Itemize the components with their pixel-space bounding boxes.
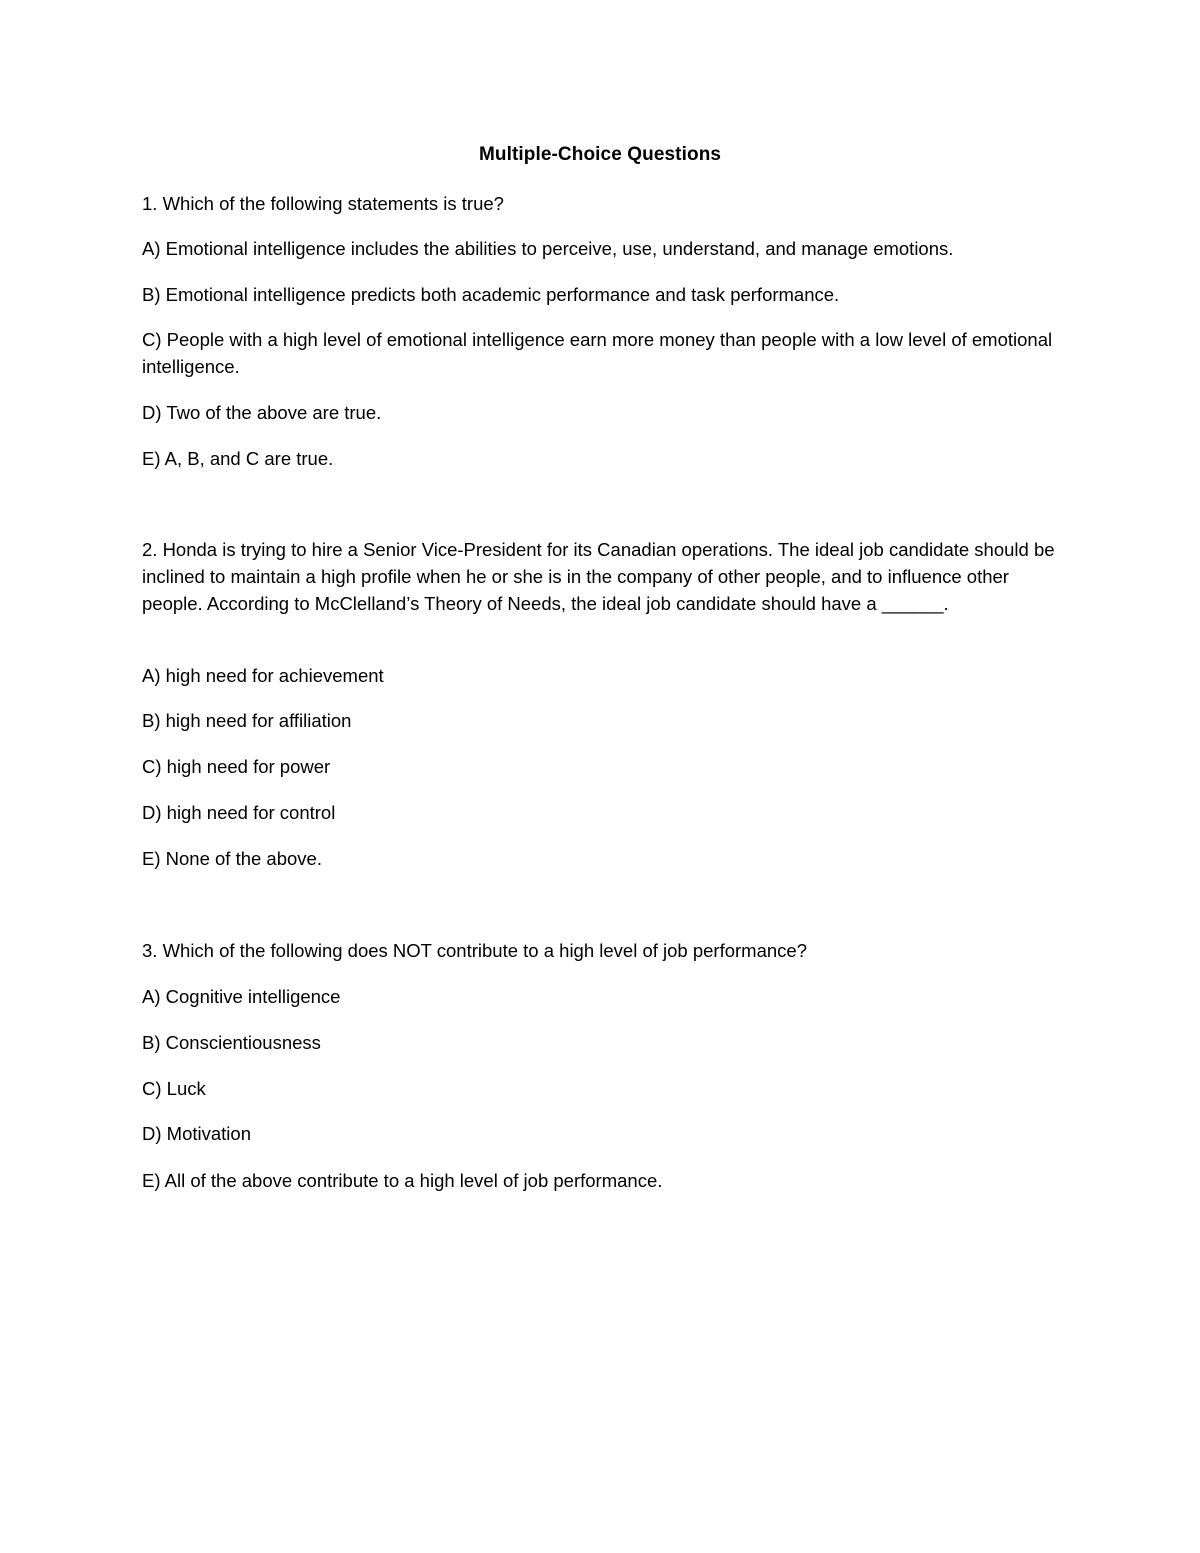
question-3-option-c: C) Luck <box>142 1078 206 1099</box>
question-3-option-b: B) Conscientiousness <box>142 1032 321 1053</box>
question-3-option-e: E) All of the above contribute to a high level of job performance. <box>142 1170 663 1191</box>
question-2-option-a: A) high need for achievement <box>142 665 384 686</box>
question-2-stem: 2. Honda is trying to hire a Senior Vice-President for its Canadian operations. The ideal job candidate should be inclined to maintain a high profile when he or she is in the company of other people, and to influence other people. According to McClelland’s Theory of Needs, the ideal job candidate should have a ______. <box>142 539 1055 614</box>
page-title: Multiple-Choice Questions <box>478 144 722 165</box>
question-1-stem: 1. Which of the following statements is true? <box>142 193 504 214</box>
question-2-option-c: C) high need for power <box>142 756 331 777</box>
question-1-option-c: C) People with a high level of emotional intelligence earn more money than people with a low level of emotional intelligence. <box>142 329 1053 377</box>
question-3-option-d: D) Motivation <box>142 1123 251 1144</box>
question-1-option-e: E) A, B, and C are true. <box>142 448 334 469</box>
question-3-option-a: A) Cognitive intelligence <box>142 986 341 1007</box>
question-2-option-d: D) high need for control <box>142 802 336 823</box>
question-2-option-b: B) high need for affiliation <box>142 710 352 731</box>
question-1-option-b: B) Emotional intelligence predicts both academic performance and task performance. <box>142 284 840 305</box>
question-3-stem: 3. Which of the following does NOT contribute to a high level of job performance? <box>142 940 807 961</box>
question-2-option-e: E) None of the above. <box>142 848 322 869</box>
question-1-option-a: A) Emotional intelligence includes the abilities to perceive, use, understand, and manage emotions. <box>142 238 954 259</box>
question-1-option-d: D) Two of the above are true. <box>142 402 382 423</box>
